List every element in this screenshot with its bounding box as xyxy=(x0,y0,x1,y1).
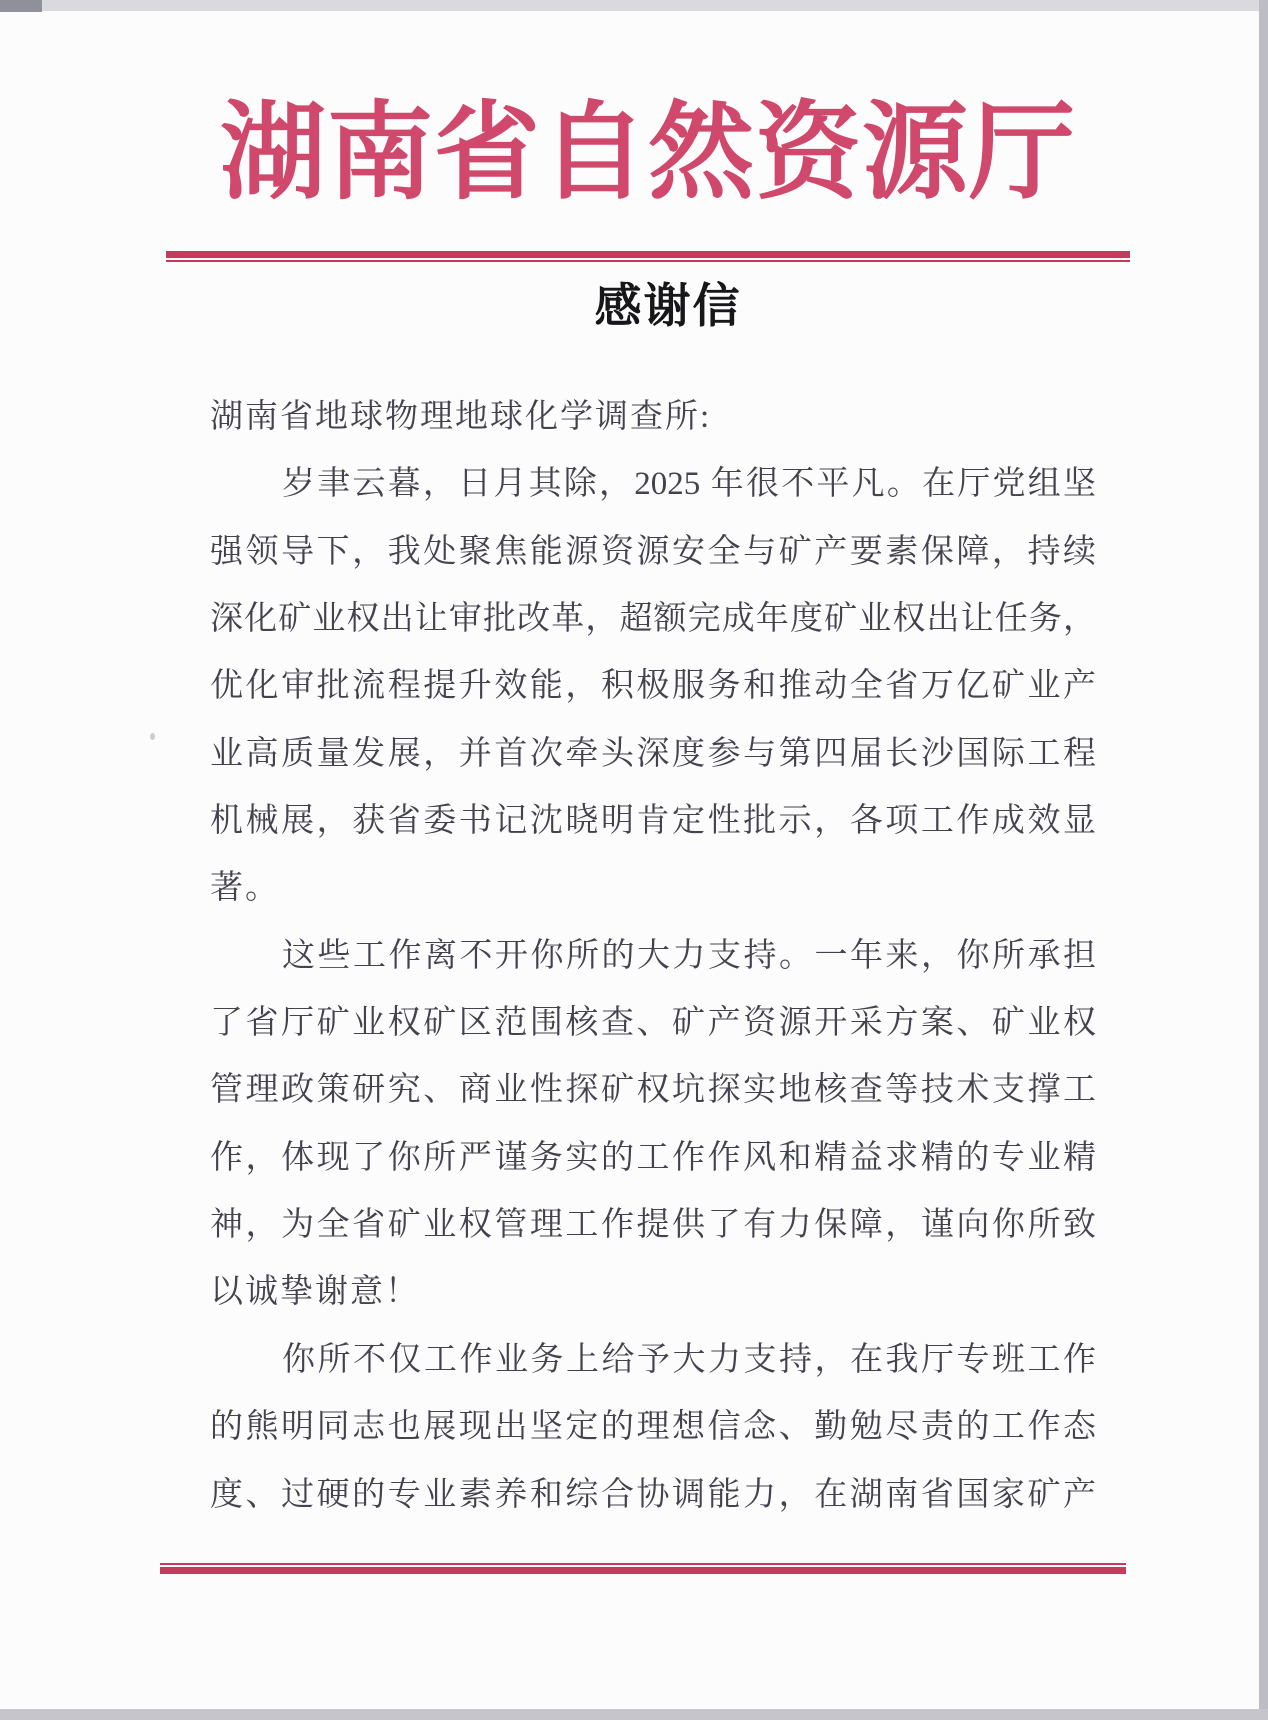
body-line: 你所不仅工作业务上给予大力支持，在我厅专班工作 xyxy=(282,1341,1096,1378)
body-line: 著。 xyxy=(210,870,280,907)
scan-edge-right xyxy=(1259,0,1268,1720)
body-line: 了省厅矿业权矿区范围核查、矿产资源开采方案、矿业权 xyxy=(210,1005,1096,1042)
body-line: 这些工作离不开你所的大力支持。一年来，你所承担 xyxy=(282,937,1096,974)
body-line: 管理政策研究、商业性探矿权坑探实地核查等技术支撑工 xyxy=(210,1072,1096,1109)
scan-speck xyxy=(150,733,155,740)
body-line: 以诚挚谢意！ xyxy=(210,1274,420,1311)
body-line: 的熊明同志也展现出坚定的理想信念、勤勉尽责的工作态 xyxy=(210,1409,1096,1446)
body-line: 作，体现了你所严谨务实的工作作风和精益求精的专业精 xyxy=(210,1139,1096,1176)
scan-edge-top xyxy=(0,0,1268,11)
body-line: 度、过硬的专业素养和综合协调能力，在湖南省国家矿产 xyxy=(210,1476,1096,1513)
header-rule-thick-line xyxy=(166,251,1130,258)
footer-rule-thick-line xyxy=(160,1567,1126,1574)
document-title: 感谢信 xyxy=(594,281,742,333)
body-line: 业高质量发展，并首次牵头深度参与第四届长沙国际工程 xyxy=(210,735,1096,772)
footer-double-rule xyxy=(160,1563,1126,1574)
body-line: 机械展，获省委书记沈晓明肯定性批示，各项工作成效显 xyxy=(210,803,1096,840)
body-line: 岁聿云暮，日月其除，2025 年很不平凡。在厅党组坚 xyxy=(282,466,1096,503)
body-line: 强领导下，我处聚焦能源资源安全与矿产要素保障，持续 xyxy=(210,533,1096,570)
body-line: 优化审批流程提升效能，积极服务和推动全省万亿矿业产 xyxy=(210,668,1096,705)
scan-corner-top-left xyxy=(0,0,42,12)
salutation: 湖南省地球物理地球化学调查所: xyxy=(210,399,712,435)
body-line: 神，为全省矿业权管理工作提供了有力保障，谨向你所致 xyxy=(210,1207,1096,1244)
letter-body xyxy=(210,384,1096,1529)
letterhead-org-title: 湖南省自然资源厅 xyxy=(220,95,1076,212)
header-double-rule xyxy=(166,251,1130,262)
scan-edge-bottom xyxy=(0,1709,1268,1720)
header-rule-thin-line xyxy=(166,260,1130,262)
body-line: 深化矿业权出让审批改革，超额完成年度矿业权出让任务， xyxy=(210,601,1096,638)
